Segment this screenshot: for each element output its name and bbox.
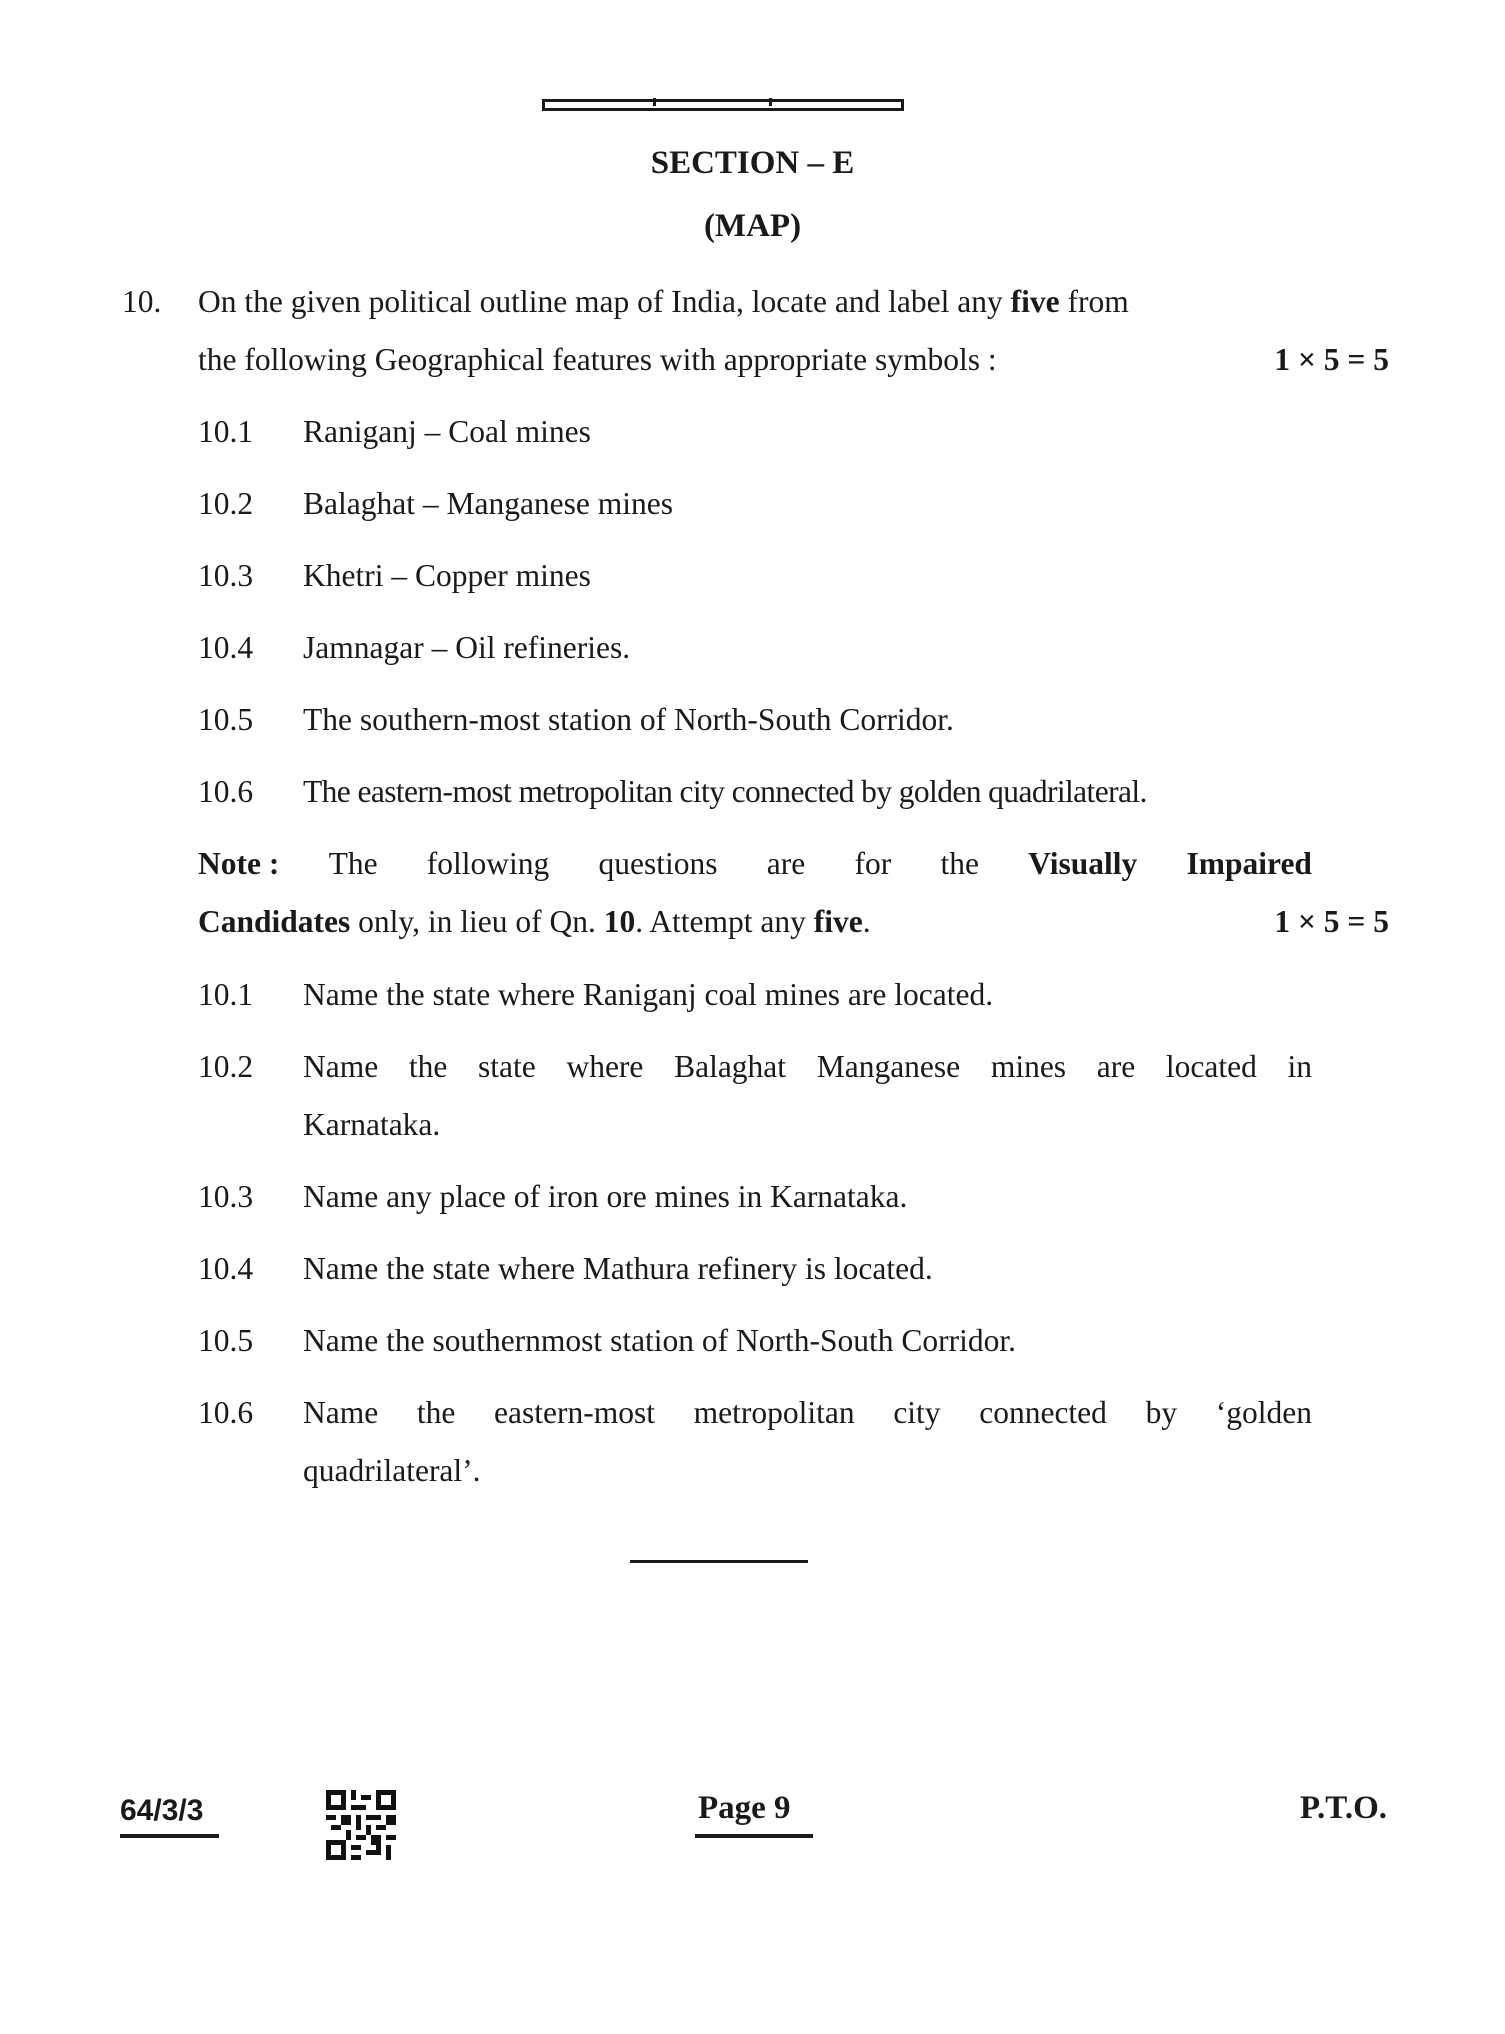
note-word: questions [598,846,718,881]
item-number: 10.1 [198,414,254,449]
vi-item-number: 10.6 [198,1395,254,1430]
vi-item-text: Name the state where Mathura refinery is located. [303,1251,933,1286]
note-word-bold: Visually [1028,846,1138,881]
please-turn-over: P.T.O. [1299,1790,1387,1826]
vi-item-number: 10.3 [198,1179,254,1214]
question-text: from [1059,284,1129,319]
note-line1 [198,844,1312,884]
vi-item-number: 10.5 [198,1323,254,1358]
item-number: 10.4 [198,630,254,665]
note-word: The [328,846,378,881]
note-word: the [940,846,979,881]
note-line2 [198,902,871,942]
page-number: Page 9 [698,1790,791,1826]
item-text: Balaghat – Manganese mines [303,486,674,521]
vi-item-text-line2: Karnataka. [303,1107,441,1142]
note-label: Note : [198,846,280,881]
section-subtitle: (MAP) [703,208,802,244]
question-bold-five: five [1010,284,1060,319]
note-word: are [766,846,806,881]
note-word-bold: Impaired [1186,846,1312,881]
note-bold: 10 [603,904,636,939]
note-word: for [854,846,892,881]
end-of-section-rule [630,1560,808,1563]
vi-item-text-line1: Name the eastern-most metropolitan city connected by ‘golden [303,1395,1312,1430]
note-text: only, in lieu of Qn. [350,904,604,939]
question-marks: 1 × 5 = 5 [1274,342,1389,377]
vi-item-text: Name the southernmost station of North-South Corridor. [303,1323,1017,1358]
vi-item-number: 10.2 [198,1049,254,1084]
paper-code-underline [120,1834,219,1838]
item-text: Khetri – Copper mines [303,558,591,593]
bar-tick [769,98,772,106]
bar-tick [653,98,656,106]
item-number: 10.2 [198,486,254,521]
item-text: Raniganj – Coal mines [303,414,591,449]
note-word: following [426,846,550,881]
item-text: The eastern-most metropolitan city connected by golden quadrilateral. [303,774,1147,809]
note-bold: five [813,904,863,939]
note-marks: 1 × 5 = 5 [1274,904,1389,939]
vi-item-number: 10.4 [198,1251,254,1286]
vi-item-text-line2: quadrilateral’. [303,1453,481,1488]
note-text: . [862,904,871,939]
item-text: The southern-most station of North-South Corridor. [303,702,954,737]
top-decorative-bar [542,99,904,111]
vi-item-number: 10.1 [198,977,254,1012]
note-text: . Attempt any [635,904,814,939]
question-text-line1 [198,282,1129,322]
item-number: 10.6 [198,774,254,809]
item-number: 10.3 [198,558,254,593]
item-number: 10.5 [198,702,254,737]
vi-item-text: Name any place of iron ore mines in Karnataka. [303,1179,908,1214]
qr-code-icon [326,1790,396,1860]
page-number-underline [695,1834,813,1838]
vi-item-text: Name the state where Raniganj coal mines are located. [303,977,994,1012]
item-text: Jamnagar – Oil refineries. [303,630,631,665]
paper-code: 64/3/3 [120,1794,204,1827]
question-text: On the given political outline map of India, locate and label any [198,284,1011,319]
section-title: SECTION – E [650,145,855,181]
vi-item-text-line1: Name the state where Balaghat Manganese mines are located in [303,1049,1312,1084]
note-bold: Candidates [198,904,351,939]
question-text-line2: the following Geographical features with appropriate symbols : [198,342,997,377]
question-number: 10. [122,284,162,319]
